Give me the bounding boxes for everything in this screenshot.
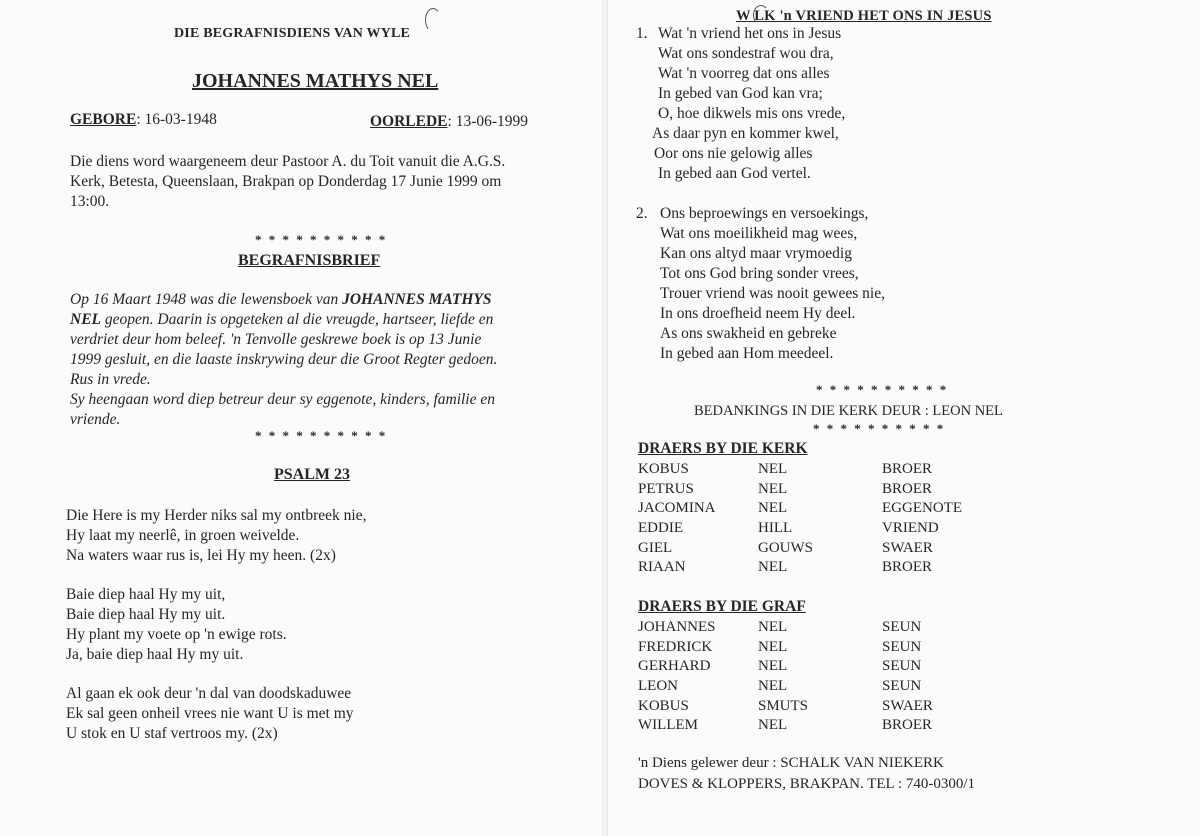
grave-bearers-table [638, 618, 998, 736]
died-label: OORLEDE [370, 113, 448, 130]
died-line [370, 112, 528, 132]
verse-line: As ons swakheid en gebreke [660, 325, 837, 342]
table-row: KOBUS NEL BROER [638, 461, 933, 477]
church-bearers-title: DRAERS BY DIE KERK [638, 440, 808, 457]
letter-line: Op 16 Maart 1948 was die lewensboek van JOHANNES MATHYS [70, 291, 492, 308]
verse-line: In gebed aan Hom meedeel. [660, 345, 834, 362]
hymn-verse [660, 204, 885, 364]
verse-line: Kan ons altyd maar vrymoedig [660, 245, 852, 262]
psalm-stanza [66, 585, 287, 665]
letter-line: Sy heengaan word diep betreur deur sy eggenote, kinders, familie en [70, 391, 496, 408]
service-line: Die diens word waargeneem deur Pastoor A. du Toit vanuit die A.G.S. [70, 153, 506, 170]
letter-paragraph [70, 290, 497, 430]
psalm-line: Ja, baie diep haal Hy my uit. [66, 646, 244, 663]
pen-mark [753, 5, 769, 25]
pen-mark [425, 8, 441, 32]
service-line: Kerk, Betesta, Queenslaan, Brakpan op Donderdag 17 Junie 1999 om [70, 173, 502, 190]
right-page [608, 0, 1200, 836]
stars-divider: * * * * * * * * * * [255, 232, 388, 247]
footer-contact: DOVES & KLOPPERS, BRAKPAN. TEL : 740-0300/1 [638, 776, 975, 792]
psalm-title: PSALM 23 [274, 466, 350, 483]
died-date: : 13-06-1999 [447, 113, 529, 130]
table-row: JACOMINA NEL EGGENOTE [638, 500, 962, 517]
table-row: KOBUS SMUTS SWAER [638, 697, 933, 714]
hymn-title: W LK 'n VRIEND HET ONS IN JESUS [736, 8, 992, 24]
verse-line: Wat 'n voorreg dat ons alles [658, 65, 830, 82]
letter-line: Rus in vrede. [70, 371, 151, 388]
verse-line: Trouer vriend was nooit gewees nie, [660, 285, 885, 302]
verse-line: Wat 'n vriend het ons in Jesus [658, 25, 842, 42]
service-paragraph [70, 152, 505, 212]
verse-line: As daar pyn en kommer kwel, [652, 125, 839, 142]
table-row: PETRUS NEL BROER [638, 480, 933, 497]
psalm-line: U stok en U staf vertroos my. (2x) [66, 725, 278, 742]
psalm-line: Ek sal geen onheil vrees nie want U is met my [66, 705, 354, 722]
verse-line: In gebed van God kan vra; [658, 85, 823, 102]
thanks-line: BEDANKINGS IN DIE KERK DEUR : LEON NEL [694, 403, 1003, 419]
born-line [70, 110, 217, 130]
letter-line: vriende. [70, 411, 121, 428]
stars-divider: * * * * * * * * * * [813, 421, 946, 436]
table-row: LEON NEL SEUN [638, 678, 922, 695]
verse-line: O, hoe dikwels mis ons vrede, [658, 105, 846, 122]
psalm-stanza [66, 684, 354, 744]
letter-line: NEL geopen. Daarin is opgeteken al die vreugde, hartseer, liefde en [70, 311, 494, 328]
church-bearers-table [638, 460, 998, 578]
verse-number: 1. [636, 25, 648, 42]
verse-line: Ons beproewings en versoekings, [660, 205, 869, 222]
table-row: GIEL GOUWS SWAER [638, 539, 933, 556]
service-header: DIE BEGRAFNISDIENS VAN WYLE [174, 26, 411, 41]
letter-line: verdriet deur hom beleef. 'n Tenvolle geskrewe boek is op 13 Junie [70, 331, 482, 348]
letter-title: BEGRAFNISBRIEF [238, 252, 381, 269]
stars-divider: * * * * * * * * * * [816, 382, 949, 397]
psalm-line: Die Here is my Herder niks sal my ontbreek nie, [66, 507, 367, 524]
psalm-line: Al gaan ek ook deur 'n dal van doodskaduwee [66, 685, 352, 702]
psalm-line: Hy plant my voete op 'n ewige rots. [66, 626, 287, 643]
psalm-line: Baie diep haal Hy my uit. [66, 606, 226, 623]
footer-service-by: 'n Diens gelewer deur : SCHALK VAN NIEKERK [638, 755, 944, 771]
verse-line: Oor ons nie gelowig alles [654, 145, 813, 162]
table-row: WILLEM NEL BROER [638, 717, 933, 734]
grave-bearers-title: DRAERS BY DIE GRAF [638, 598, 806, 615]
verse-line: In ons droefheid neem Hy deel. [660, 305, 856, 322]
letter-line: 1999 gesluit, en die laaste inskrywing deur die Groot Regter gedoen. [70, 351, 498, 368]
table-row: EDDIE HILL VRIEND [638, 520, 939, 537]
born-date: : 16-03-1948 [136, 111, 217, 128]
table-row: JOHANNES NEL SEUN [638, 619, 922, 635]
table-row: FREDRICK NEL SEUN [638, 638, 922, 655]
verse-line: Tot ons God bring sonder vrees, [660, 265, 859, 282]
psalm-line: Baie diep haal Hy my uit, [66, 586, 226, 603]
stars-divider: * * * * * * * * * * [255, 428, 388, 443]
verse-number: 2. [636, 205, 648, 222]
born-label: GEBORE [70, 111, 137, 128]
verse-line: Wat ons moeilikheid mag wees, [660, 225, 858, 242]
verse-line: Wat ons sondestraf wou dra, [658, 45, 834, 62]
psalm-line: Hy laat my neerlê, in groen weivelde. [66, 527, 300, 544]
deceased-name: JOHANNES MATHYS NEL [192, 70, 439, 92]
hymn-verse [652, 24, 846, 184]
psalm-line: Na waters waar rus is, lei Hy my heen. (2x) [66, 547, 336, 564]
table-row: GERHARD NEL SEUN [638, 658, 922, 675]
verse-line: In gebed aan God vertel. [658, 165, 811, 182]
service-line: 13:00. [70, 193, 110, 210]
psalm-stanza [66, 506, 366, 566]
table-row: RIAAN NEL BROER [638, 559, 933, 576]
